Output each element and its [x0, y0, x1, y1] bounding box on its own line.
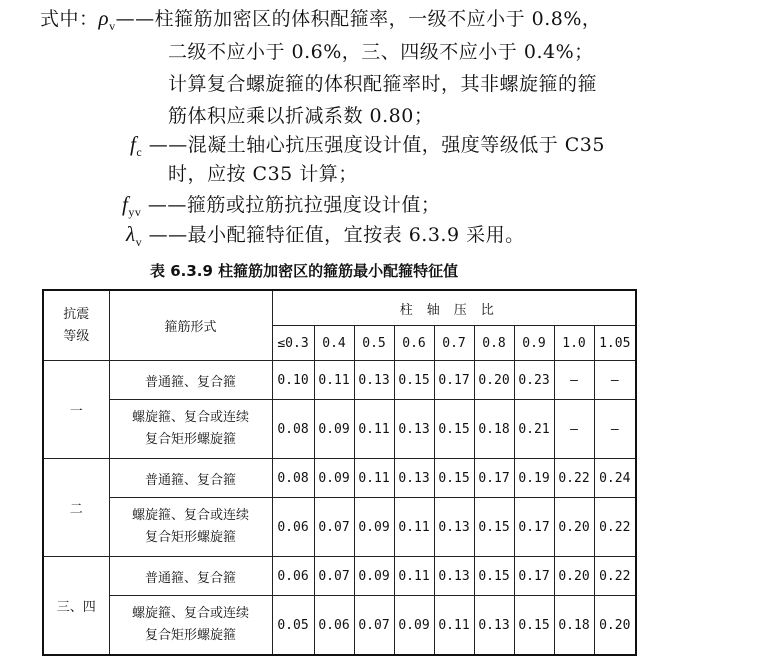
- ratio-header-cell: 0.9: [514, 326, 554, 361]
- ratio-header-cell: 0.6: [394, 326, 434, 361]
- value-cell: 0.13: [434, 498, 474, 557]
- value-cell: 0.15: [474, 498, 514, 557]
- value-cell: 0.09: [354, 498, 394, 557]
- table-row: [43, 557, 636, 596]
- value-cell: 0.08: [272, 400, 314, 459]
- definition-fc-line-2: 时，应按 C35 计算；: [168, 163, 358, 185]
- value-cell: 0.24: [594, 459, 636, 498]
- value-cell: 0.09: [394, 596, 434, 656]
- value-cell: 0.15: [474, 557, 514, 596]
- table-row: [43, 596, 636, 656]
- grade-cell: 一: [43, 361, 109, 459]
- value-cell: 0.07: [314, 498, 354, 557]
- ratio-header-cell: 1.0: [554, 326, 594, 361]
- table-row: [43, 361, 636, 400]
- value-cell: —: [554, 400, 594, 459]
- value-cell: 0.18: [474, 400, 514, 459]
- definition-rho-line-4: 筋体积应乘以折减系数 0.80；: [168, 105, 434, 127]
- value-cell: 0.21: [514, 400, 554, 459]
- value-cell: 0.17: [514, 498, 554, 557]
- form-cell: 普通箍、复合箍: [109, 557, 272, 596]
- form-cell: 普通箍、复合箍: [109, 361, 272, 400]
- value-cell: 0.06: [272, 557, 314, 596]
- form-cell: 螺旋箍、复合或连续 复合矩形螺旋箍: [109, 596, 272, 656]
- value-cell: 0.09: [314, 400, 354, 459]
- fc-symbol: $f_c$: [130, 132, 143, 160]
- value-cell: 0.05: [272, 596, 314, 656]
- value-cell: 0.20: [554, 557, 594, 596]
- lambda-symbol: $\lambda_v$: [126, 222, 143, 250]
- ratio-header-cell: 1.05: [594, 326, 636, 361]
- table-row: [43, 459, 636, 498]
- value-cell: 0.13: [394, 459, 434, 498]
- value-cell: 0.20: [474, 361, 514, 400]
- value-cell: 0.17: [434, 361, 474, 400]
- grade-cell: 二: [43, 459, 109, 557]
- definition-rho-line-3: 计算复合螺旋箍的体积配箍率时，其非螺旋箍的箍: [168, 73, 598, 95]
- value-cell: 0.22: [594, 498, 636, 557]
- definition-lambda-line: $\lambda_v$ ——最小配箍特征值，宜按表 6.3.9 采用。: [126, 222, 525, 250]
- value-cell: 0.11: [354, 459, 394, 498]
- value-cell: —: [594, 361, 636, 400]
- value-cell: 0.07: [354, 596, 394, 656]
- value-cell: 0.17: [514, 557, 554, 596]
- table-row: [43, 498, 636, 557]
- value-cell: 0.11: [394, 557, 434, 596]
- value-cell: 0.11: [314, 361, 354, 400]
- stirrup-table: [42, 289, 637, 656]
- table-caption: 表 6.3.9 柱箍筋加密区的箍筋最小配箍特征值: [150, 262, 459, 280]
- value-cell: 0.13: [434, 557, 474, 596]
- value-cell: 0.06: [272, 498, 314, 557]
- value-cell: 0.08: [272, 459, 314, 498]
- value-cell: 0.23: [514, 361, 554, 400]
- definition-fyv-line: $f_{yv}$ ——箍筋或拉筋抗拉强度设计值；: [122, 192, 441, 220]
- form-cell: 螺旋箍、复合或连续 复合矩形螺旋箍: [109, 498, 272, 557]
- value-cell: 0.09: [354, 557, 394, 596]
- ratio-header-cell: 0.4: [314, 326, 354, 361]
- value-cell: —: [554, 361, 594, 400]
- value-cell: 0.22: [594, 557, 636, 596]
- value-cell: 0.06: [314, 596, 354, 656]
- value-cell: 0.18: [554, 596, 594, 656]
- value-cell: —: [594, 400, 636, 459]
- form-cell: 螺旋箍、复合或连续 复合矩形螺旋箍: [109, 400, 272, 459]
- definition-fc-line-1: $f_c$ ——混凝土轴心抗压强度设计值，强度等级低于 C35: [130, 132, 605, 160]
- header-grade: 抗震 等级: [43, 290, 109, 361]
- value-cell: 0.11: [434, 596, 474, 656]
- value-cell: 0.09: [314, 459, 354, 498]
- value-cell: 0.10: [272, 361, 314, 400]
- value-cell: 0.20: [594, 596, 636, 656]
- value-cell: 0.15: [514, 596, 554, 656]
- fyv-symbol: $f_{yv}$: [122, 192, 142, 220]
- header-ratio: 柱轴压比: [272, 290, 636, 326]
- ratio-header-cell: 0.8: [474, 326, 514, 361]
- value-cell: 0.19: [514, 459, 554, 498]
- ratio-header-cell: 0.5: [354, 326, 394, 361]
- header-form: 箍筋形式: [109, 290, 272, 361]
- value-cell: 0.15: [434, 400, 474, 459]
- ratio-header-cell: 0.7: [434, 326, 474, 361]
- value-cell: 0.07: [314, 557, 354, 596]
- value-cell: 0.11: [394, 498, 434, 557]
- prefix-label: 式中：: [40, 8, 99, 30]
- value-cell: 0.13: [474, 596, 514, 656]
- value-cell: 0.17: [474, 459, 514, 498]
- definition-rho-line-1: 式中：$\rho_v——$柱箍筋加密区的体积配箍率，一级不应小于 0.8%，: [40, 6, 602, 34]
- definition-rho-line-2: 二级不应小于 0.6%，三、四级不应小于 0.4%；: [168, 41, 594, 63]
- table-row: [43, 400, 636, 459]
- rho-symbol: $\rho_v$: [98, 6, 116, 34]
- value-cell: 0.13: [354, 361, 394, 400]
- grade-cell: 三、四: [43, 557, 109, 656]
- value-cell: 0.22: [554, 459, 594, 498]
- form-cell: 普通箍、复合箍: [109, 459, 272, 498]
- value-cell: 0.11: [354, 400, 394, 459]
- value-cell: 0.13: [394, 400, 434, 459]
- value-cell: 0.15: [394, 361, 434, 400]
- value-cell: 0.20: [554, 498, 594, 557]
- value-cell: 0.15: [434, 459, 474, 498]
- ratio-header-cell: ≤0.3: [272, 326, 314, 361]
